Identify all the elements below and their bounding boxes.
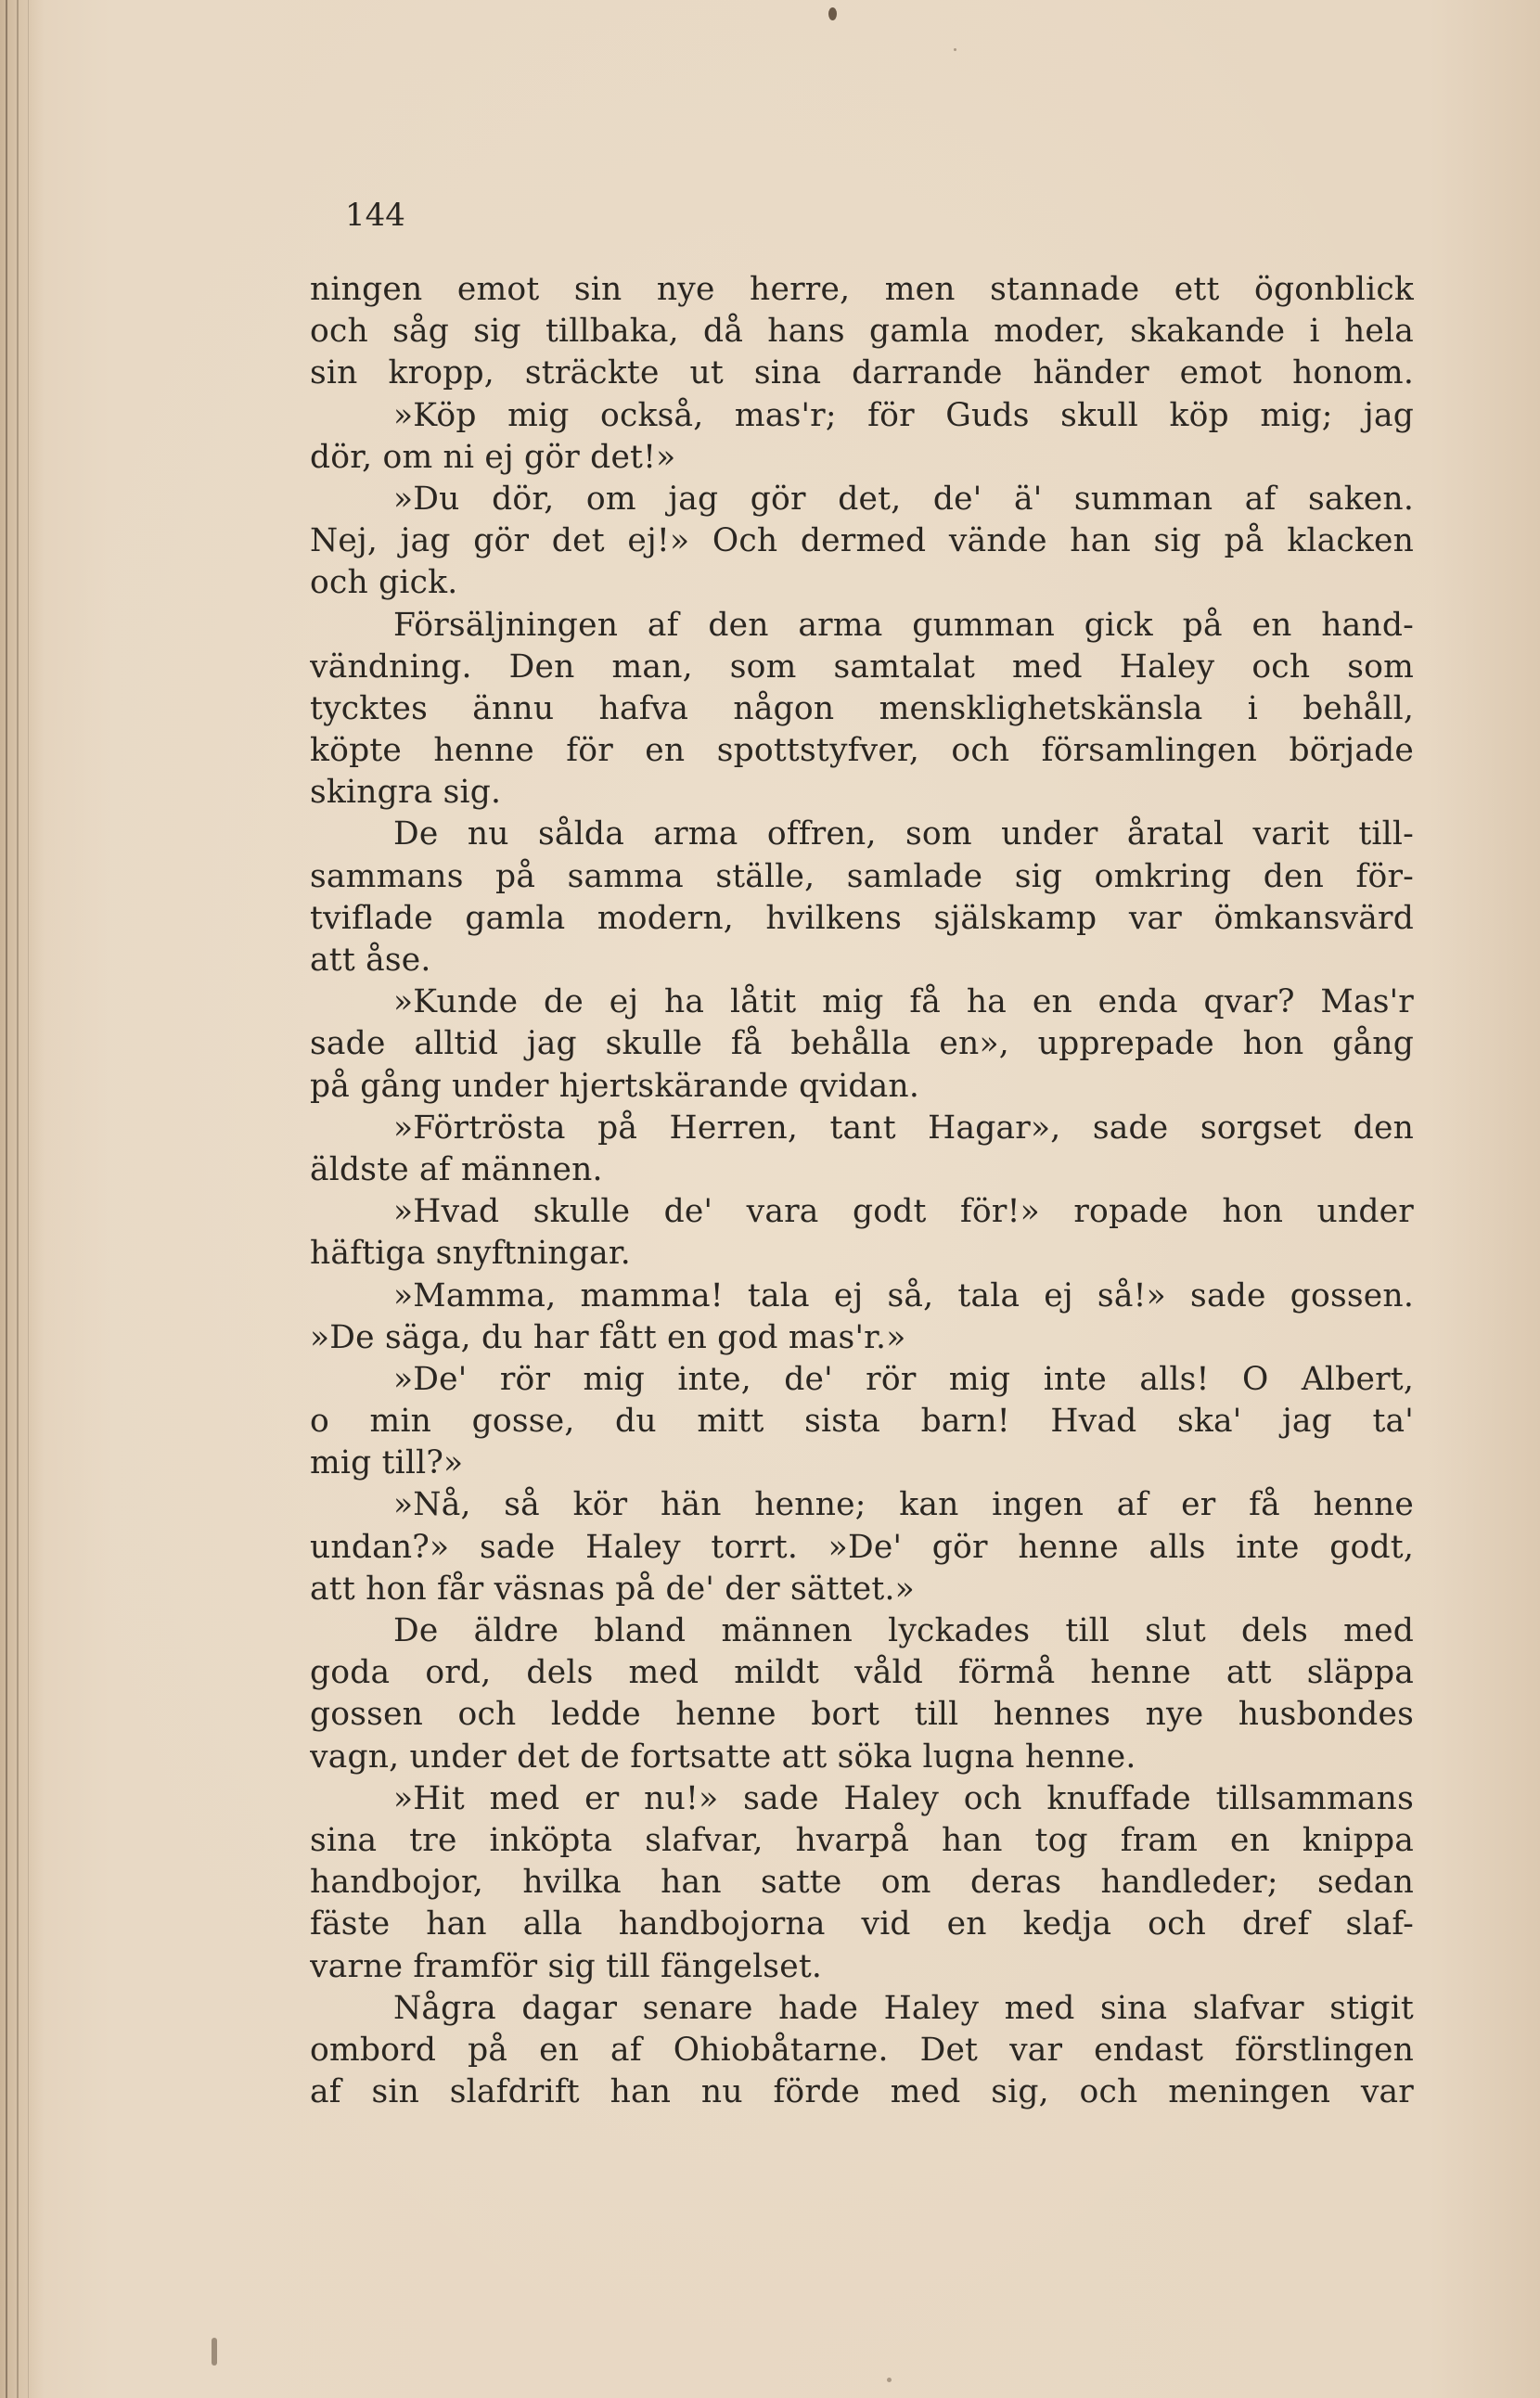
text-line: »Mamma, mamma! tala ej så, tala ej så!» sade gossen. xyxy=(393,1276,1414,1314)
text-line: handbojor, hvilka han satte om deras handleder; sedan xyxy=(310,1864,1414,1902)
text-line: tviflade gamla modern, hvilkens själskamp var ömkansvärd xyxy=(310,899,1414,937)
text-line: Nej, jag gör det ej!» Och dermed vände han sig på klacken xyxy=(310,522,1414,560)
text-line: »Förtrösta på Herren, tant Hagar», sade sorgset den xyxy=(393,1109,1414,1147)
text-line: gossen och ledde henne bort till hennes nye husbondes xyxy=(310,1696,1414,1734)
page-number: 144 xyxy=(345,197,405,234)
text-line: vändning. Den man, som samtalat med Haley och som xyxy=(310,648,1414,686)
text-line: ombord på en af Ohiobåtarne. Det var endast förstlingen xyxy=(310,2031,1414,2069)
text-line: o min gosse, du mitt sista barn! Hvad ska' jag ta' xyxy=(310,1403,1414,1441)
text-line: »Köp mig också, mas'r; för Guds skull köp mig; jag xyxy=(393,396,1414,434)
text-line: Försäljningen af den arma gumman gick på en hand- xyxy=(393,606,1414,644)
text-line: äldste af männen. xyxy=(310,1150,603,1188)
text-line: »De säga, du har fått en god mas'r.» xyxy=(310,1318,906,1356)
paper-speck xyxy=(887,2378,892,2382)
text-line: häftiga snyftningar. xyxy=(310,1235,631,1273)
text-line: De äldre bland männen lyckades till slut dels med xyxy=(393,1612,1414,1649)
binding-edge-line xyxy=(17,0,19,2398)
body-text xyxy=(310,269,1414,2113)
text-line: »Du dör, om jag gör det, de' ä' summan af saken. xyxy=(393,480,1414,518)
text-line: att hon får väsnas på de' der sättet.» xyxy=(310,1570,915,1608)
text-line: Några dagar senare hade Haley med sina slafvar stigit xyxy=(393,1989,1414,2027)
text-line: »Hvad skulle de' vara godt för!» ropade hon under xyxy=(393,1193,1414,1231)
text-line: tycktes ännu hafva någon mensklighetskänsla i behåll, xyxy=(310,689,1414,727)
text-line: på gång under hjertskärande qvidan. xyxy=(310,1067,920,1105)
text-line: ningen emot sin nye herre, men stannade ett ögonblick xyxy=(310,271,1414,308)
text-line: vagn, under det de fortsatte att söka lugna henne. xyxy=(310,1738,1136,1776)
text-line: sin kropp, sträckte ut sina darrande händer emot honom. xyxy=(310,354,1414,392)
text-line: sina tre inköpta slafvar, hvarpå han tog fram en knippa xyxy=(310,1821,1414,1859)
text-line: De nu sålda arma offren, som under åratal varit till- xyxy=(393,815,1414,853)
text-line: skingra sig. xyxy=(310,774,502,812)
text-line: goda ord, dels med mildt våld förmå henne att släppa xyxy=(310,1654,1414,1692)
text-line: mig till?» xyxy=(310,1444,464,1482)
text-line: »Kunde de ej ha låtit mig få ha en enda qvar? Mas'r xyxy=(393,983,1414,1021)
paper-speck xyxy=(212,2338,217,2366)
text-line: fäste han alla handbojorna vid en kedja och dref slaf- xyxy=(310,1905,1414,1943)
text-line: af sin slafdrift han nu förde med sig, och meningen var xyxy=(310,2073,1414,2111)
text-line: och såg sig tillbaka, då hans gamla moder, skakande i hela xyxy=(310,313,1414,351)
text-line: sammans på samma ställe, samlade sig omkring den för- xyxy=(310,857,1414,895)
text-line: köpte henne för en spottstyfver, och församlingen började xyxy=(310,732,1414,770)
text-line: »Nå, så kör hän henne; kan ingen af er få henne xyxy=(393,1486,1414,1524)
text-line: »De' rör mig inte, de' rör mig inte alls! O Albert, xyxy=(393,1360,1414,1398)
binding-edge-line xyxy=(28,0,29,2398)
paper-speck xyxy=(954,48,956,51)
text-line: att åse. xyxy=(310,942,431,979)
paper-speck xyxy=(828,7,837,20)
text-line: undan?» sade Haley torrt. »De' gör henne alls inte godt, xyxy=(310,1528,1414,1566)
text-line: och gick. xyxy=(310,564,458,602)
text-line: dör, om ni ej gör det!» xyxy=(310,438,676,476)
text-line: varne framför sig till fängelset. xyxy=(310,1947,823,1985)
text-line: sade alltid jag skulle få behålla en», upprepade hon gång xyxy=(310,1025,1414,1063)
binding-edge-line xyxy=(6,0,7,2398)
text-line: »Hit med er nu!» sade Haley och knuffade tillsammans xyxy=(393,1779,1414,1817)
